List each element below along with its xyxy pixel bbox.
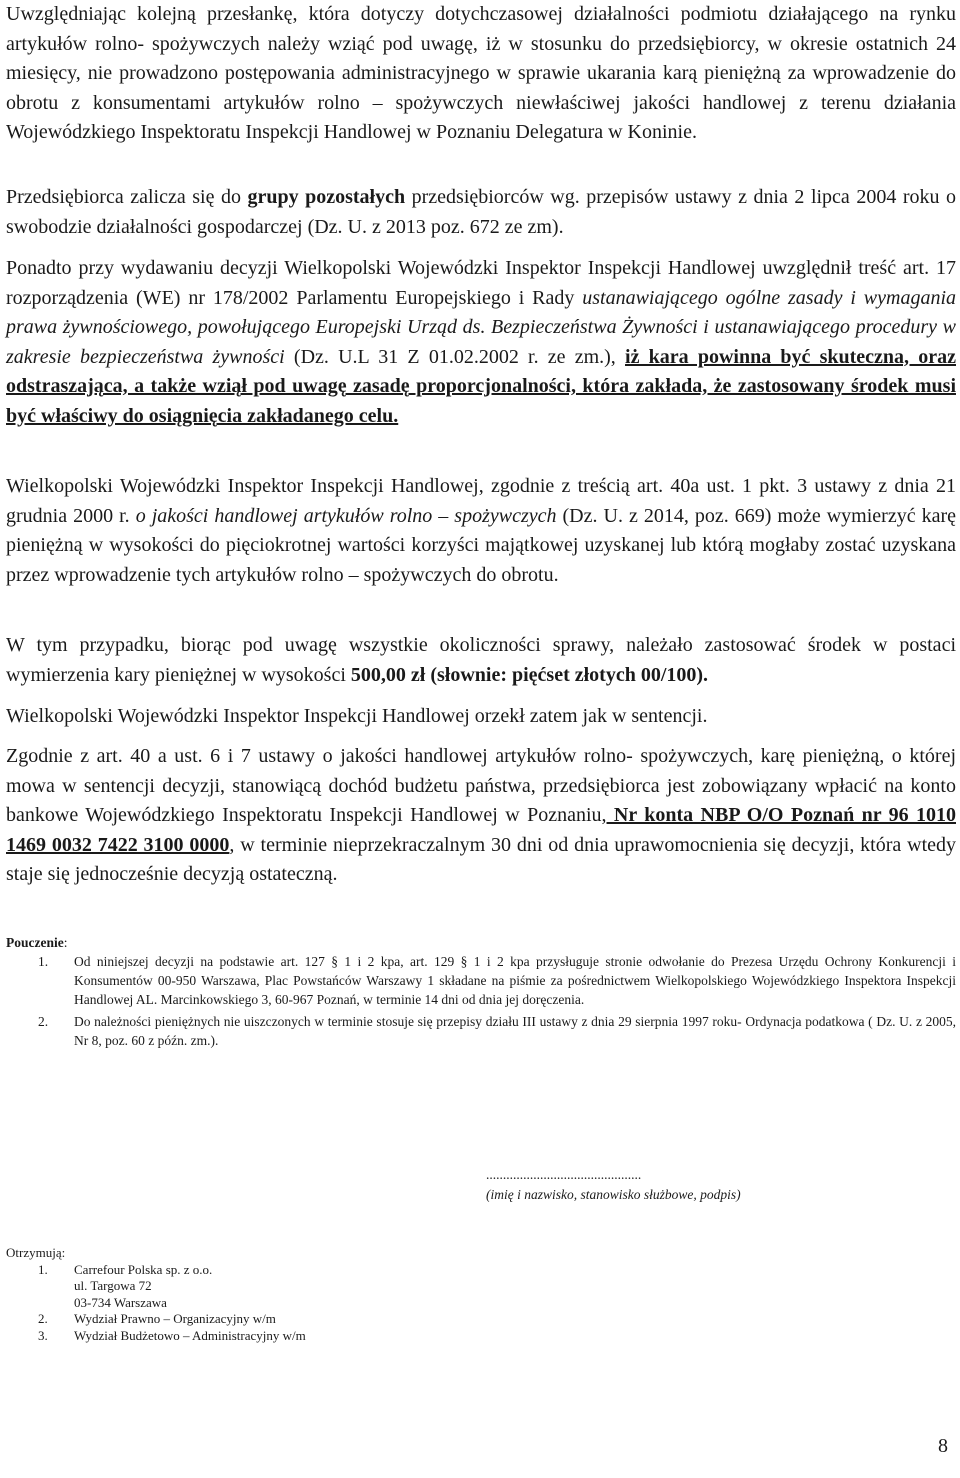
regulation-title: ustanawiającego ogólne zasady i wymagania prawa żywnościowego, powołującego Europejski Urząd ds. Bezpieczeństwa Żywności i ustanawiającego procedury w zakresie bezpieczeństwa żywności — [6, 286, 956, 368]
recipients-label: Otrzymują: — [6, 1245, 66, 1260]
text-run: Wielkopolski Wojewódzki Inspektor Inspekcji Handlowej orzekł zatem jak w sentencji. — [6, 705, 708, 727]
proportionality-statement: iż kara powinna być skuteczna, oraz odstraszająca, a także wziął pod uwagę zasadę proporcjonalności, która zakłada, że zastosowany środek musi być właściwy do osiągnięcia zakładanego celu. — [6, 345, 956, 427]
recipient-name: Carrefour Polska sp. z o.o. — [74, 1261, 213, 1277]
item-number: 1. — [38, 1261, 48, 1277]
text-run: przedsiębiorców wg. przepisów ustawy z dnia 2 lipca 2004 roku o swobodzie działalności gospodarczej (Dz. U. z 2013 poz. 672 ze zm). — [6, 186, 956, 238]
recipient-name: Wydział Budżetowo – Administracyjny w/m — [74, 1327, 306, 1343]
bold-group-text: grupy pozostałych — [247, 186, 406, 208]
paragraph-penalty-amount — [6, 631, 956, 690]
text-run: Zgodnie z art. 40 a ust. 6 i 7 ustawy o jakości handlowej artykułów rolno- spożywczych, karę pieniężną, o której mowa w sentencji decyzji, stanowiącą dochód budżetu państwa, przedsiębiorca jest zobowiązany wpłacić na konto bankowe Wojewódzkiego Inspektoratu Inspekcji Handlowej w Poznaniu, — [6, 745, 956, 826]
signature-dots: .............................................. — [486, 1167, 642, 1182]
text-run: Wielkopolski Wojewódzki Inspektor Inspekcji Handlowej, zgodnie z treścią art. 40a ust. 1 pkt. 3 ustawy z dnia 21 grudnia 2000 r. — [6, 475, 956, 527]
pouczenie-heading — [6, 933, 956, 952]
recipient-address-line — [6, 1278, 426, 1295]
recipient-item — [6, 1262, 426, 1279]
text-run: , w terminie nieprzekraczalnym 30 dni od dnia uprawomocnienia się decyzji, która wtedy staje się jednocześnie decyzją ostateczną. — [6, 833, 957, 885]
item-number: 2. — [38, 1311, 48, 1326]
pouczenie-item — [6, 1012, 956, 1050]
bank-account-number: Nr konta NBP O/O Poznań nr 96 1010 1469 0032 7422 3100 0000 — [6, 804, 956, 856]
signature-caption: (imię i nazwisko, stanowisko służbowe, podpis) — [486, 1187, 741, 1202]
text-run: 03-734 Warszawa — [74, 1294, 167, 1310]
page-number: 8 — [938, 1435, 948, 1457]
item-number: 1. — [38, 954, 49, 969]
act-title: o jakości handlowej artykułów rolno – spożywczych — [135, 504, 557, 527]
item-text: Od niniejszej decyzji na podstawie art. 127 § 1 i 2 kpa, art. 129 § 1 i 2 kpa przysługuje stronie odwołanie do Prezesa Urzędu Ochrony Konkurencji i Konsumentów 00-950 Warszawa, Plac Powstańców Warszawy 1 składane na piśmie za pośrednictwem Wielkopolskiego Wojewódzkiego Inspektora Inspekcji Handlowej AL. Marcinkowskiego 3, 60-967 Poznań, w terminie 14 dni od dnia jej doręczenia. — [74, 954, 956, 1007]
recipient-item — [6, 1311, 426, 1328]
text-run: Przedsiębiorca zalicza się do — [6, 186, 248, 208]
paragraph-text: Uwzględniając kolejną przesłankę, która dotyczy dotychczasowej działalności podmiotu działającego na rynku artykułów rolno- spożywczych należy wziąć pod uwagę, iż w stosunku do przedsiębiorcy, w okresie ostatnich 24 miesięcy, nie prowadzono postępowania administracyjnego w sprawie ukarania karą pieniężną za wprowadzenie do obrotu z konsumentami artykułów rolno – spożywczych niewłaściwej jakości handlowej z terenu działania Wojewódzkiego Inspektoratu Inspekcji Handlowej w Poznaniu Delegatura w Koninie. — [6, 3, 956, 143]
text-run: Ponadto przy wydawaniu decyzji Wielkopolski Wojewódzki Inspektor Inspekcji Handlowej uwzględnił treść art. 17 rozporządzenia (WE) nr 178/2002 Parlamentu Europejskiego i Rady — [6, 257, 956, 309]
recipient-name: Wydział Prawno – Organizacyjny w/m — [74, 1311, 276, 1326]
pouczenie-list — [6, 952, 956, 1053]
text-run: (Dz. U.L 31 Z 01.02.2002 r. ze zm.), — [284, 345, 626, 368]
text-run: ul. Targowa 72 — [74, 1278, 152, 1293]
recipient-item — [6, 1328, 426, 1345]
paragraph-legal-basis — [6, 472, 956, 590]
recipient-address-line — [6, 1295, 426, 1312]
text-run: (Dz. U. z 2014, poz. 669) może wymierzyć karę pieniężną w wysokości do pięciokrotnej wartości korzyści majątkowej uzyskanej lub którą mogłaby zostać uzyskana przez wprowadzenie tych artykułów rolno – spożywczych do obrotu. — [6, 504, 957, 586]
paragraph-eu-regulation — [6, 254, 956, 431]
text-run: : — [63, 935, 68, 950]
paragraph-ruling — [6, 702, 956, 732]
paragraph-enterprise-group — [6, 183, 956, 242]
paragraph-payment-instructions — [6, 742, 956, 890]
item-text: Do należności pieniężnych nie uiszczonych w terminie stosuje się przepisy działu III ustawy z dnia 29 sierpnia 1997 roku- Ordynacja podatkowa ( Dz. U. z 2005, Nr 8, poz. 60 z późn. zm.). — [74, 1014, 956, 1048]
penalty-amount: 500,00 zł (słownie: pięćset złotych 00/100). — [350, 663, 709, 686]
signature-block — [486, 1165, 806, 1205]
recipients-block — [6, 1245, 426, 1344]
item-number: 3. — [38, 1327, 48, 1343]
pouczenie-label: Pouczenie — [6, 935, 64, 950]
pouczenie-item — [6, 952, 956, 1009]
paragraph-previous-activity — [6, 0, 956, 148]
text-run: W tym przypadku, biorąc pod uwagę wszystkie okoliczności sprawy, należało zastosować środek w postaci wymierzenia kary pieniężnej w wysokości — [6, 634, 956, 686]
item-number: 2. — [38, 1014, 49, 1029]
